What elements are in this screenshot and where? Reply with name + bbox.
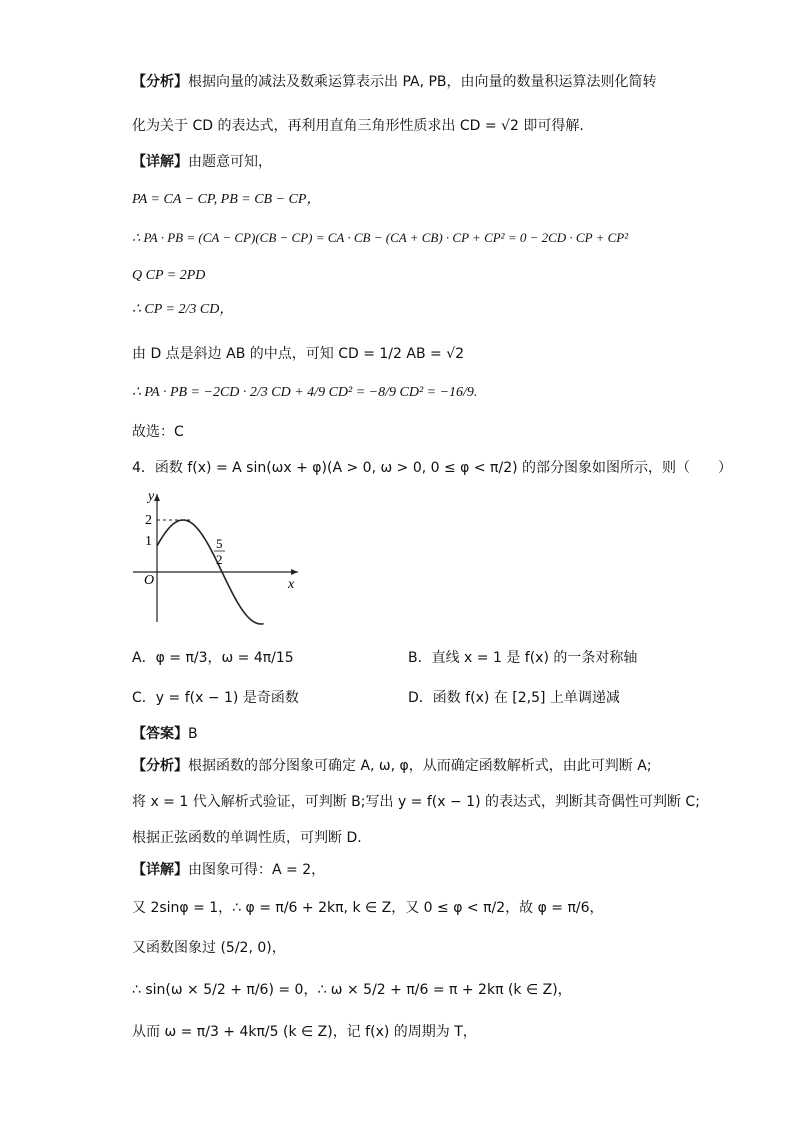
detail1-tag: 【详解】 <box>132 154 188 170</box>
detail1-eq6: ∴ PA · PB = −2CD · 2/3 CD + 4/9 CD² = −8/9 CD² = −16/9. <box>132 385 478 400</box>
analysis1-line1: 【分析】根据向量的减法及数乘运算表示出 PA, PB，由向量的数量积运算法则化简转 <box>132 74 657 90</box>
detail1-eq2: ∴ PA · PB = (CA − CP)(CB − CP) = CA · CB − (CA + CB) · CP + CP² = 0 − 2CD · CP + CP² <box>132 230 629 245</box>
option-a[interactable]: A．φ = π/3，ω = 4π/15 <box>132 650 294 666</box>
option-d[interactable]: D．函数 f(x) 在 [2,5] 上单调递减 <box>408 690 620 706</box>
detail1-eq1: PA = CA − CP, PB = CB − CP， <box>132 192 321 207</box>
detail1-heading: 【详解】由题意可知， <box>132 154 272 170</box>
answer-tag: 【答案】 <box>132 726 188 742</box>
y-tick-2: 2 <box>145 513 152 528</box>
analysis2-line3: 根据正弦函数的单调性质，可判断 D. <box>132 830 362 846</box>
analysis2-tag: 【分析】 <box>132 758 188 774</box>
y-axis-label: y <box>148 490 155 504</box>
answer-prev: 故选：C <box>132 424 184 440</box>
detail1-eq4: ∴ CP = 2/3 CD， <box>132 302 234 317</box>
analysis1-line2: 化为关于 CD 的表达式，再利用直角三角形性质求出 CD = √2 即可得解. <box>132 118 584 134</box>
detail2-tag: 【详解】 <box>132 862 188 878</box>
y-tick-1: 1 <box>145 534 152 549</box>
detail2-eq1: 又 2sinφ = 1，∴ φ = π/6 + 2kπ, k ∈ Z，又 0 ≤ φ < π/2，故 φ = π/6， <box>132 900 604 916</box>
detail1-eq3: Q CP = 2PD <box>132 268 206 283</box>
x-axis-label: x <box>288 577 295 592</box>
detail1-eq5: 由 D 点是斜边 AB 的中点，可知 CD = 1/2 AB = √2 <box>132 346 465 362</box>
origin-label: O <box>144 573 155 588</box>
answer-line <box>132 724 198 744</box>
option-b[interactable]: B．直线 x = 1 是 f(x) 的一条对称轴 <box>408 650 638 666</box>
x-tick-5-num: 5 <box>216 536 223 551</box>
analysis2-line1: 【分析】根据函数的部分图象可确定 A, ω, φ，从而确定函数解析式，由此可判断 A; <box>132 758 652 774</box>
analysis2-line2: 将 x = 1 代入解析式验证，可判断 B;写出 y = f(x − 1) 的表达式，判断其奇偶性可判断 C; <box>132 794 700 810</box>
sine-graph <box>128 490 308 626</box>
detail2-eq2: 又函数图象过 (5/2, 0)， <box>132 940 286 956</box>
detail2-eq4: 从而 ω = π/3 + 4kπ/5 (k ∈ Z)，记 f(x) 的周期为 T， <box>132 1024 477 1040</box>
answer-value: B <box>188 726 198 742</box>
detail2-eq3: ∴ sin(ω × 5/2 + π/6) = 0，∴ ω × 5/2 + π/6 = π + 2kπ (k ∈ Z)， <box>132 982 572 998</box>
detail2-heading: 【详解】由图象可得：A = 2， <box>132 862 326 878</box>
q4-stem: 4．函数 f(x) = A sin(ωx + φ)(A > 0, ω > 0, 0 ≤ φ < π/2) 的部分图象如图所示，则（ ） <box>132 460 733 476</box>
x-tick-5-den: 2 <box>216 552 223 567</box>
option-c[interactable]: C．y = f(x − 1) 是奇函数 <box>132 690 299 706</box>
analysis1-tag: 【分析】 <box>132 74 188 90</box>
